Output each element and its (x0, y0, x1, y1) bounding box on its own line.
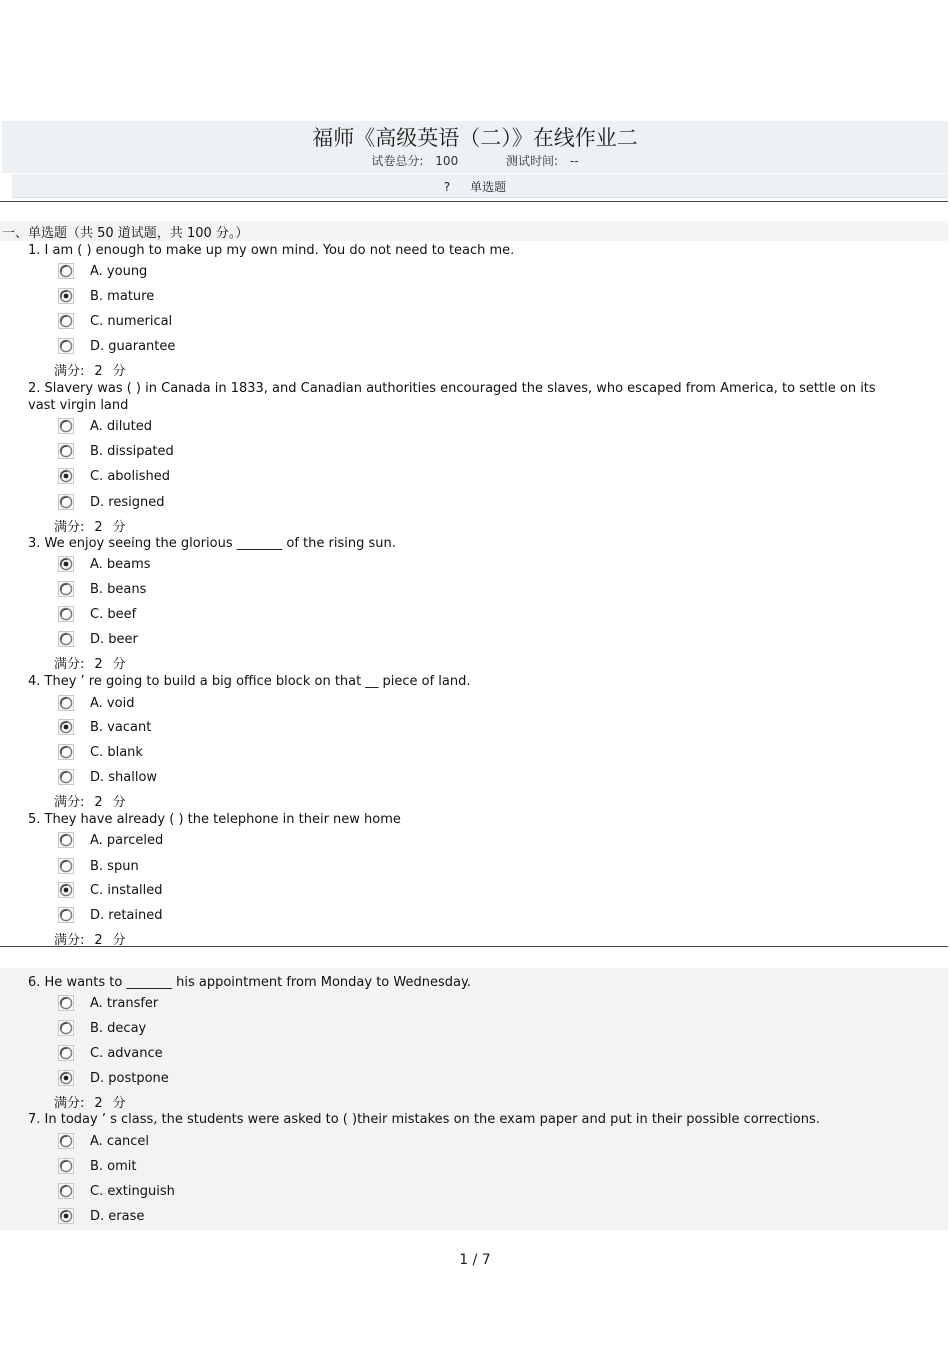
radio-icon[interactable] (58, 995, 74, 1011)
radio-icon[interactable] (58, 769, 74, 785)
question-score (54, 929, 136, 948)
option-label: D. retained (90, 908, 163, 923)
answer-option[interactable] (58, 631, 358, 653)
answer-option[interactable] (58, 719, 358, 741)
answer-option[interactable] (58, 263, 358, 285)
question-text: 7. In today ’ s class, the students were asked to ( )their mistakes on the exam paper and put in their possible corrections. (28, 1112, 820, 1127)
question-text: 5. They have already ( ) the telephone in their new home (28, 812, 401, 827)
option-label: C. numerical (90, 314, 173, 329)
option-label: A. beams (90, 557, 151, 572)
option-label: D. shallow (90, 770, 158, 785)
radio-icon[interactable] (58, 443, 74, 459)
radio-icon[interactable] (58, 1158, 74, 1174)
question-text: 3. We enjoy seeing the glorious _______ of the rising sun. (28, 536, 396, 551)
answer-option[interactable] (58, 468, 358, 490)
radio-selected-icon[interactable] (58, 468, 74, 484)
answer-option[interactable] (58, 581, 358, 603)
option-label: A. diluted (90, 419, 152, 434)
radio-icon[interactable] (58, 263, 74, 279)
question-text: 6. He wants to _______ his appointment from Monday to Wednesday. (28, 975, 471, 990)
score-label: 满分: (54, 364, 85, 379)
option-label: C. advance (90, 1046, 163, 1061)
question-score (54, 653, 136, 672)
option-label: D. resigned (90, 495, 165, 510)
answer-option[interactable] (58, 1208, 358, 1230)
answer-option[interactable] (58, 1020, 358, 1042)
radio-icon[interactable] (58, 631, 74, 647)
option-label: C. installed (90, 883, 163, 898)
score-unit: 分 (112, 1096, 126, 1111)
score-unit: 分 (112, 364, 126, 379)
radio-icon[interactable] (58, 1020, 74, 1036)
answer-option[interactable] (58, 1183, 358, 1205)
answer-option[interactable] (58, 907, 358, 929)
answer-option[interactable] (58, 338, 358, 360)
radio-icon[interactable] (58, 581, 74, 597)
answer-option[interactable] (58, 832, 358, 854)
help-icon: ? (443, 180, 451, 194)
radio-selected-icon[interactable] (58, 882, 74, 898)
answer-option[interactable] (58, 443, 358, 465)
answer-option[interactable] (58, 1158, 358, 1180)
option-label: D. beer (90, 632, 138, 647)
question-score (54, 791, 136, 810)
score-unit: 分 (112, 933, 126, 948)
radio-selected-icon[interactable] (58, 556, 74, 572)
score-value: 2 (94, 933, 103, 948)
score-label: 满分: (54, 795, 85, 810)
total-score-value: 100 (435, 154, 459, 168)
radio-icon[interactable] (58, 1183, 74, 1199)
answer-option[interactable] (58, 1070, 358, 1092)
answer-option[interactable] (58, 494, 358, 516)
answer-option[interactable] (58, 418, 358, 440)
option-label: A. transfer (90, 996, 159, 1011)
radio-selected-icon[interactable] (58, 719, 74, 735)
score-label: 满分: (54, 657, 85, 672)
page-title: 福师《高级英语（二）》在线作业二 (312, 126, 638, 150)
score-label: 满分: (54, 520, 85, 535)
radio-icon[interactable] (58, 418, 74, 434)
answer-option[interactable] (58, 995, 358, 1017)
radio-icon[interactable] (58, 1133, 74, 1149)
radio-icon[interactable] (58, 606, 74, 622)
option-label: B. dissipated (90, 444, 174, 459)
score-value: 2 (94, 364, 103, 379)
meta-line (0, 152, 950, 169)
score-label: 满分: (54, 933, 85, 948)
option-label: B. beans (90, 582, 147, 597)
option-label: C. blank (90, 745, 143, 760)
option-label: B. vacant (90, 720, 152, 735)
answer-option[interactable] (58, 556, 358, 578)
tab-label: 单选题 (470, 180, 507, 194)
option-label: D. erase (90, 1209, 145, 1224)
score-value: 2 (94, 1096, 103, 1111)
question-text: 4. They ’ re going to build a big office block on that __ piece of land. (28, 674, 471, 689)
score-value: 2 (94, 520, 103, 535)
test-time-value: -- (569, 154, 579, 168)
answer-option[interactable] (58, 858, 358, 880)
tab-single-choice[interactable] (0, 178, 950, 195)
option-label: D. postpone (90, 1071, 169, 1086)
option-label: A. cancel (90, 1134, 150, 1149)
answer-option[interactable] (58, 313, 358, 335)
radio-selected-icon[interactable] (58, 1208, 74, 1224)
radio-icon[interactable] (58, 494, 74, 510)
score-label: 满分: (54, 1096, 85, 1111)
option-label: A. parceled (90, 833, 164, 848)
question-score (54, 360, 136, 379)
section-heading: 一、单选题（共 50 道试题，共 100 分。） (2, 226, 249, 241)
score-value: 2 (94, 657, 103, 672)
option-label: D. guarantee (90, 339, 176, 354)
radio-selected-icon[interactable] (58, 1070, 74, 1086)
option-label: A. young (90, 264, 148, 279)
total-score-label: 试卷总分: (371, 154, 424, 168)
radio-icon[interactable] (58, 832, 74, 848)
score-value: 2 (94, 795, 103, 810)
radio-icon[interactable] (58, 313, 74, 329)
divider (0, 946, 948, 947)
option-label: B. decay (90, 1021, 147, 1036)
answer-option[interactable] (58, 1133, 358, 1155)
divider (0, 201, 948, 202)
score-unit: 分 (112, 657, 126, 672)
score-unit: 分 (112, 795, 126, 810)
option-label: B. omit (90, 1159, 137, 1174)
question-score (54, 516, 136, 535)
option-label: C. beef (90, 607, 137, 622)
radio-icon[interactable] (58, 744, 74, 760)
score-unit: 分 (112, 520, 126, 535)
option-label: B. mature (90, 289, 155, 304)
radio-icon[interactable] (58, 695, 74, 711)
radio-icon[interactable] (58, 1045, 74, 1061)
radio-icon[interactable] (58, 858, 74, 874)
option-label: B. spun (90, 859, 139, 874)
radio-selected-icon[interactable] (58, 288, 74, 304)
option-label: C. abolished (90, 469, 170, 484)
answer-option[interactable] (58, 695, 358, 717)
test-time-label: 测试时间: (506, 154, 559, 168)
answer-option[interactable] (58, 744, 358, 766)
option-label: C. extinguish (90, 1184, 175, 1199)
question-score (54, 1092, 136, 1111)
radio-icon[interactable] (58, 338, 74, 354)
option-label: A. void (90, 696, 135, 711)
answer-option[interactable] (58, 882, 358, 904)
page-number: 1 / 7 (459, 1252, 491, 1268)
radio-icon[interactable] (58, 907, 74, 923)
answer-option[interactable] (58, 1045, 358, 1067)
question-text: 2. Slavery was ( ) in Canada in 1833, and Canadian authorities encouraged the slaves, who escaped from America, to settle on its vast virgin land (28, 381, 876, 413)
answer-option[interactable] (58, 288, 358, 310)
question-text: 1. I am ( ) enough to make up my own mind. You do not need to teach me. (28, 243, 515, 258)
answer-option[interactable] (58, 606, 358, 628)
answer-option[interactable] (58, 769, 358, 791)
